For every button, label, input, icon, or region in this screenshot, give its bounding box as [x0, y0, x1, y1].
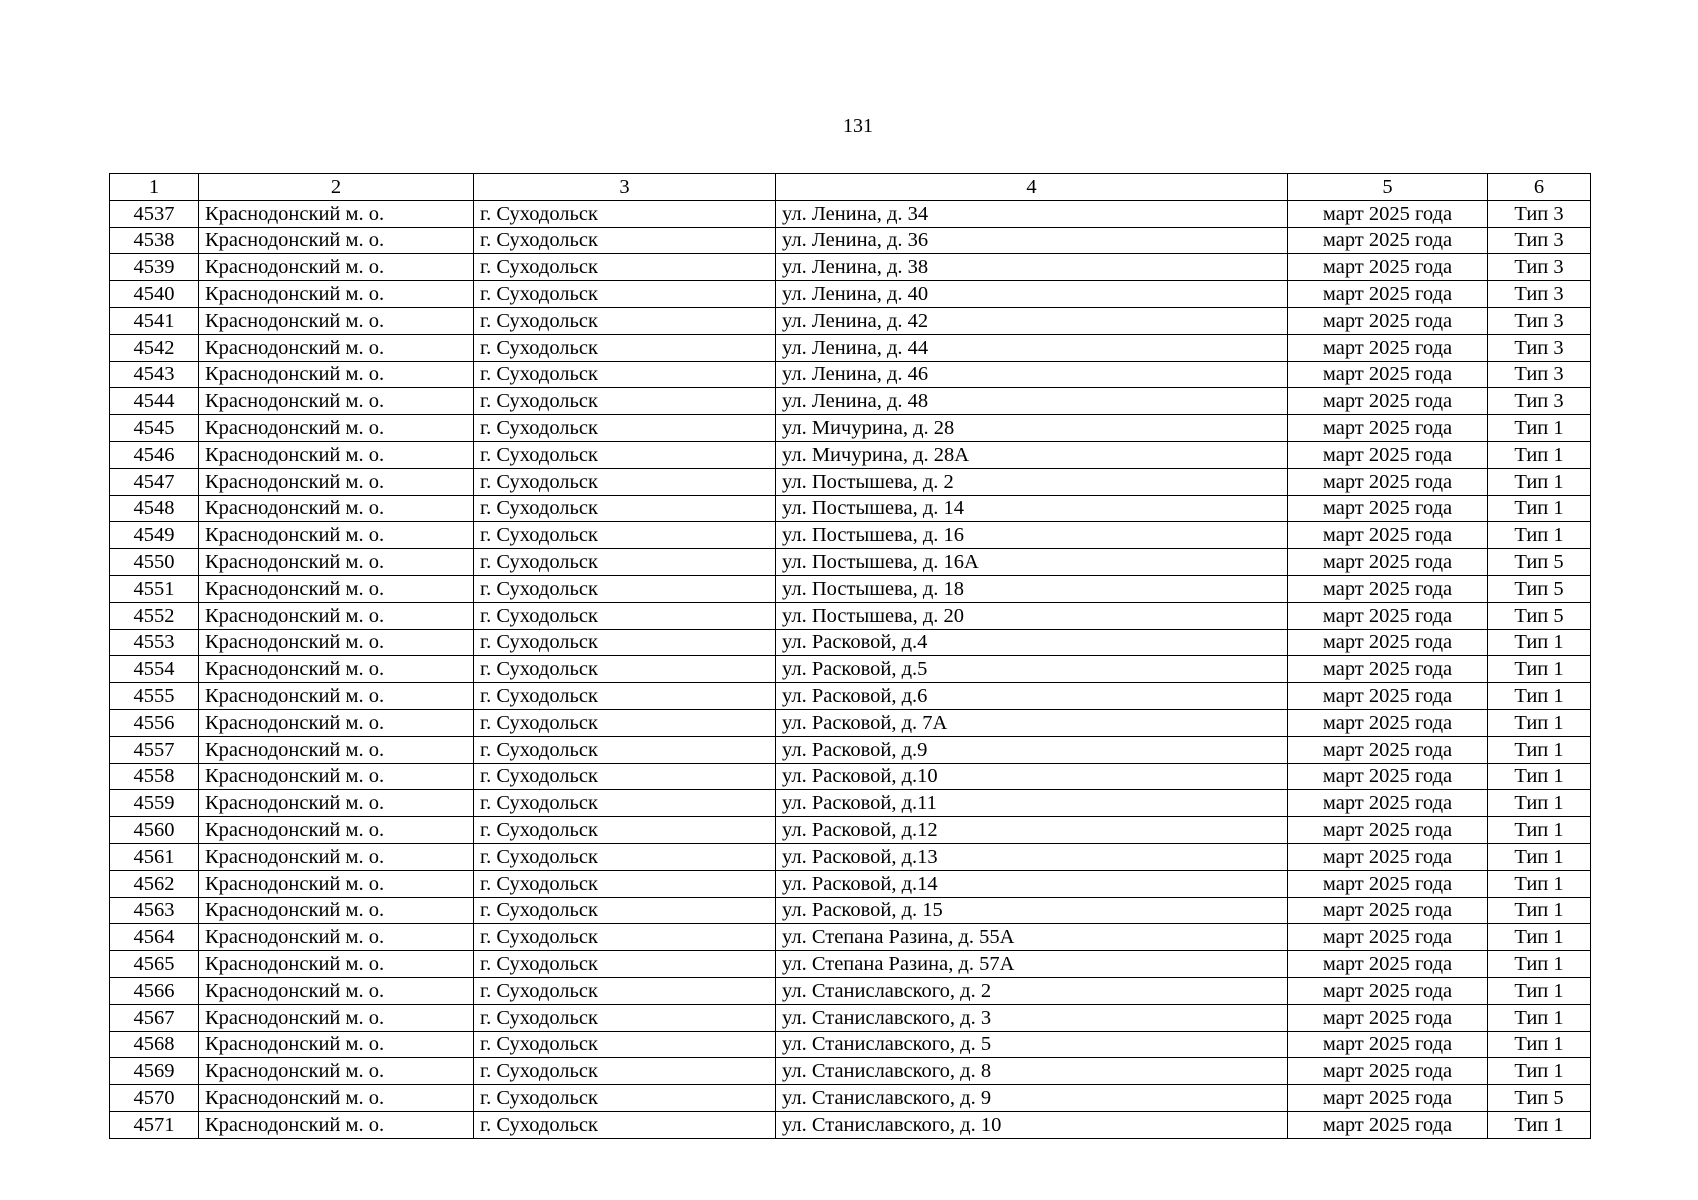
cell-type: Тип 1 [1488, 495, 1591, 522]
table-row [110, 951, 1591, 978]
table-row [110, 1004, 1591, 1031]
header-cell-1: 1 [110, 174, 199, 201]
table-row [110, 1058, 1591, 1085]
table-row [110, 629, 1591, 656]
cell-type: Тип 1 [1488, 441, 1591, 468]
cell-number: 4563 [110, 897, 199, 924]
cell-number: 4539 [110, 254, 199, 281]
table-row [110, 736, 1591, 763]
cell-number: 4554 [110, 656, 199, 683]
cell-date: март 2025 года [1288, 1058, 1488, 1085]
cell-type: Тип 1 [1488, 415, 1591, 442]
cell-address: ул. Постышева, д. 16 [776, 522, 1288, 549]
table-row [110, 200, 1591, 227]
cell-address: ул. Расковой, д.11 [776, 790, 1288, 817]
cell-date: март 2025 года [1288, 1004, 1488, 1031]
table-row [110, 441, 1591, 468]
cell-number: 4538 [110, 227, 199, 254]
cell-address: ул. Станиславского, д. 3 [776, 1004, 1288, 1031]
cell-date: март 2025 года [1288, 870, 1488, 897]
cell-date: март 2025 года [1288, 951, 1488, 978]
cell-type: Тип 1 [1488, 1031, 1591, 1058]
cell-city: г. Суходольск [474, 549, 776, 576]
cell-number: 4537 [110, 200, 199, 227]
cell-address: ул. Ленина, д. 36 [776, 227, 1288, 254]
cell-city: г. Суходольск [474, 843, 776, 870]
cell-district: Краснодонский м. о. [199, 468, 474, 495]
cell-address: ул. Расковой, д.4 [776, 629, 1288, 656]
cell-date: март 2025 года [1288, 522, 1488, 549]
cell-number: 4571 [110, 1111, 199, 1138]
table-row [110, 897, 1591, 924]
cell-district: Краснодонский м. о. [199, 307, 474, 334]
cell-address: ул. Станиславского, д. 8 [776, 1058, 1288, 1085]
cell-city: г. Суходольск [474, 1085, 776, 1112]
cell-number: 4545 [110, 415, 199, 442]
cell-city: г. Суходольск [474, 441, 776, 468]
cell-district: Краснодонский м. о. [199, 629, 474, 656]
cell-date: март 2025 года [1288, 200, 1488, 227]
cell-type: Тип 1 [1488, 1111, 1591, 1138]
cell-city: г. Суходольск [474, 281, 776, 308]
cell-type: Тип 1 [1488, 656, 1591, 683]
cell-address: ул. Постышева, д. 18 [776, 575, 1288, 602]
cell-city: г. Суходольск [474, 656, 776, 683]
cell-city: г. Суходольск [474, 870, 776, 897]
table-row [110, 522, 1591, 549]
cell-date: март 2025 года [1288, 441, 1488, 468]
cell-type: Тип 1 [1488, 1058, 1591, 1085]
cell-number: 4541 [110, 307, 199, 334]
cell-city: г. Суходольск [474, 415, 776, 442]
cell-type: Тип 1 [1488, 468, 1591, 495]
table-row [110, 790, 1591, 817]
table-row [110, 1085, 1591, 1112]
table-row [110, 468, 1591, 495]
cell-date: март 2025 года [1288, 415, 1488, 442]
table-body [110, 200, 1591, 1138]
cell-district: Краснодонский м. о. [199, 227, 474, 254]
table-row [110, 415, 1591, 442]
cell-number: 4553 [110, 629, 199, 656]
cell-address: ул. Станиславского, д. 5 [776, 1031, 1288, 1058]
cell-type: Тип 1 [1488, 522, 1591, 549]
cell-date: март 2025 года [1288, 227, 1488, 254]
cell-number: 4540 [110, 281, 199, 308]
cell-date: март 2025 года [1288, 924, 1488, 951]
cell-city: г. Суходольск [474, 361, 776, 388]
cell-district: Краснодонский м. о. [199, 415, 474, 442]
cell-address: ул. Станиславского, д. 2 [776, 977, 1288, 1004]
cell-district: Краснодонский м. о. [199, 656, 474, 683]
table-row [110, 1031, 1591, 1058]
cell-date: март 2025 года [1288, 817, 1488, 844]
cell-city: г. Суходольск [474, 1058, 776, 1085]
cell-number: 4552 [110, 602, 199, 629]
table-row [110, 281, 1591, 308]
cell-number: 4558 [110, 763, 199, 790]
cell-address: ул. Расковой, д.9 [776, 736, 1288, 763]
cell-address: ул. Ленина, д. 40 [776, 281, 1288, 308]
cell-date: март 2025 года [1288, 495, 1488, 522]
cell-date: март 2025 года [1288, 790, 1488, 817]
cell-type: Тип 3 [1488, 388, 1591, 415]
cell-type: Тип 3 [1488, 200, 1591, 227]
table-row [110, 1111, 1591, 1138]
cell-city: г. Суходольск [474, 1031, 776, 1058]
cell-city: г. Суходольск [474, 495, 776, 522]
cell-address: ул. Постышева, д. 2 [776, 468, 1288, 495]
cell-address: ул. Мичурина, д. 28А [776, 441, 1288, 468]
cell-district: Краснодонский м. о. [199, 763, 474, 790]
cell-address: ул. Мичурина, д. 28 [776, 415, 1288, 442]
cell-type: Тип 1 [1488, 817, 1591, 844]
cell-district: Краснодонский м. о. [199, 549, 474, 576]
cell-number: 4550 [110, 549, 199, 576]
cell-type: Тип 1 [1488, 683, 1591, 710]
cell-type: Тип 1 [1488, 843, 1591, 870]
cell-city: г. Суходольск [474, 683, 776, 710]
cell-date: март 2025 года [1288, 1085, 1488, 1112]
cell-number: 4562 [110, 870, 199, 897]
table-row [110, 361, 1591, 388]
cell-address: ул. Ленина, д. 34 [776, 200, 1288, 227]
cell-address: ул. Расковой, д.12 [776, 817, 1288, 844]
table-row [110, 254, 1591, 281]
cell-city: г. Суходольск [474, 951, 776, 978]
cell-city: г. Суходольск [474, 977, 776, 1004]
cell-type: Тип 3 [1488, 334, 1591, 361]
header-cell-3: 3 [474, 174, 776, 201]
cell-district: Краснодонский м. о. [199, 388, 474, 415]
cell-city: г. Суходольск [474, 307, 776, 334]
cell-city: г. Суходольск [474, 629, 776, 656]
cell-number: 4546 [110, 441, 199, 468]
cell-number: 4549 [110, 522, 199, 549]
table-row [110, 709, 1591, 736]
cell-district: Краснодонский м. о. [199, 870, 474, 897]
cell-city: г. Суходольск [474, 736, 776, 763]
page-number: 131 [843, 115, 873, 137]
cell-date: март 2025 года [1288, 602, 1488, 629]
table-row [110, 683, 1591, 710]
cell-number: 4542 [110, 334, 199, 361]
cell-district: Краснодонский м. о. [199, 683, 474, 710]
cell-date: март 2025 года [1288, 763, 1488, 790]
cell-type: Тип 1 [1488, 790, 1591, 817]
cell-address: ул. Ленина, д. 48 [776, 388, 1288, 415]
cell-type: Тип 1 [1488, 736, 1591, 763]
cell-number: 4556 [110, 709, 199, 736]
table-row [110, 817, 1591, 844]
cell-district: Краснодонский м. о. [199, 843, 474, 870]
table-row [110, 763, 1591, 790]
cell-number: 4544 [110, 388, 199, 415]
table-row [110, 924, 1591, 951]
cell-number: 4543 [110, 361, 199, 388]
cell-district: Краснодонский м. о. [199, 977, 474, 1004]
cell-address: ул. Расковой, д.5 [776, 656, 1288, 683]
cell-type: Тип 1 [1488, 977, 1591, 1004]
cell-address: ул. Ленина, д. 46 [776, 361, 1288, 388]
cell-address: ул. Степана Разина, д. 55А [776, 924, 1288, 951]
register-table [109, 173, 1591, 1139]
cell-district: Краснодонский м. о. [199, 1058, 474, 1085]
table-row [110, 307, 1591, 334]
cell-date: март 2025 года [1288, 1111, 1488, 1138]
cell-city: г. Суходольск [474, 200, 776, 227]
cell-date: март 2025 года [1288, 334, 1488, 361]
cell-district: Краснодонский м. о. [199, 575, 474, 602]
cell-city: г. Суходольск [474, 817, 776, 844]
cell-type: Тип 1 [1488, 709, 1591, 736]
cell-date: март 2025 года [1288, 977, 1488, 1004]
cell-date: март 2025 года [1288, 683, 1488, 710]
cell-district: Краснодонский м. о. [199, 1004, 474, 1031]
cell-city: г. Суходольск [474, 790, 776, 817]
cell-type: Тип 1 [1488, 763, 1591, 790]
cell-city: г. Суходольск [474, 1004, 776, 1031]
cell-number: 4548 [110, 495, 199, 522]
cell-district: Краснодонский м. о. [199, 254, 474, 281]
cell-type: Тип 1 [1488, 897, 1591, 924]
cell-type: Тип 3 [1488, 307, 1591, 334]
cell-number: 4551 [110, 575, 199, 602]
cell-district: Краснодонский м. о. [199, 1111, 474, 1138]
cell-number: 4559 [110, 790, 199, 817]
cell-district: Краснодонский м. о. [199, 200, 474, 227]
table-header [110, 174, 1591, 201]
cell-address: ул. Станиславского, д. 10 [776, 1111, 1288, 1138]
cell-address: ул. Ленина, д. 38 [776, 254, 1288, 281]
cell-date: март 2025 года [1288, 468, 1488, 495]
cell-date: март 2025 года [1288, 307, 1488, 334]
cell-date: март 2025 года [1288, 843, 1488, 870]
cell-date: март 2025 года [1288, 575, 1488, 602]
cell-number: 4570 [110, 1085, 199, 1112]
cell-city: г. Суходольск [474, 602, 776, 629]
cell-city: г. Суходольск [474, 522, 776, 549]
table-row [110, 656, 1591, 683]
table-row [110, 227, 1591, 254]
cell-date: март 2025 года [1288, 709, 1488, 736]
cell-date: март 2025 года [1288, 656, 1488, 683]
header-cell-2: 2 [199, 174, 474, 201]
cell-date: март 2025 года [1288, 361, 1488, 388]
cell-number: 4547 [110, 468, 199, 495]
cell-type: Тип 3 [1488, 254, 1591, 281]
cell-address: ул. Расковой, д. 7А [776, 709, 1288, 736]
cell-address: ул. Расковой, д.10 [776, 763, 1288, 790]
cell-address: ул. Постышева, д. 14 [776, 495, 1288, 522]
cell-type: Тип 5 [1488, 549, 1591, 576]
cell-date: март 2025 года [1288, 388, 1488, 415]
cell-address: ул. Постышева, д. 20 [776, 602, 1288, 629]
cell-number: 4557 [110, 736, 199, 763]
cell-district: Краснодонский м. о. [199, 817, 474, 844]
cell-district: Краснодонский м. о. [199, 924, 474, 951]
cell-number: 4566 [110, 977, 199, 1004]
cell-address: ул. Расковой, д. 15 [776, 897, 1288, 924]
cell-address: ул. Постышева, д. 16А [776, 549, 1288, 576]
table-row [110, 870, 1591, 897]
header-cell-5: 5 [1288, 174, 1488, 201]
cell-type: Тип 3 [1488, 227, 1591, 254]
table-row [110, 495, 1591, 522]
cell-date: март 2025 года [1288, 254, 1488, 281]
cell-district: Краснодонский м. о. [199, 361, 474, 388]
cell-address: ул. Степана Разина, д. 57А [776, 951, 1288, 978]
cell-type: Тип 1 [1488, 951, 1591, 978]
cell-district: Краснодонский м. о. [199, 790, 474, 817]
cell-city: г. Суходольск [474, 388, 776, 415]
cell-number: 4560 [110, 817, 199, 844]
cell-type: Тип 5 [1488, 1085, 1591, 1112]
cell-date: март 2025 года [1288, 281, 1488, 308]
cell-city: г. Суходольск [474, 1111, 776, 1138]
cell-city: г. Суходольск [474, 468, 776, 495]
cell-city: г. Суходольск [474, 709, 776, 736]
table-row [110, 602, 1591, 629]
cell-type: Тип 3 [1488, 281, 1591, 308]
table-row [110, 977, 1591, 1004]
table-row [110, 575, 1591, 602]
cell-city: г. Суходольск [474, 924, 776, 951]
cell-district: Краснодонский м. о. [199, 602, 474, 629]
cell-district: Краснодонский м. о. [199, 951, 474, 978]
cell-number: 4569 [110, 1058, 199, 1085]
cell-district: Краснодонский м. о. [199, 281, 474, 308]
cell-city: г. Суходольск [474, 334, 776, 361]
header-row [110, 174, 1591, 201]
cell-address: ул. Ленина, д. 42 [776, 307, 1288, 334]
cell-number: 4561 [110, 843, 199, 870]
cell-type: Тип 1 [1488, 629, 1591, 656]
cell-district: Краснодонский м. о. [199, 897, 474, 924]
cell-district: Краснодонский м. о. [199, 709, 474, 736]
cell-city: г. Суходольск [474, 254, 776, 281]
cell-type: Тип 1 [1488, 1004, 1591, 1031]
cell-date: март 2025 года [1288, 1031, 1488, 1058]
table-row [110, 334, 1591, 361]
cell-district: Краснодонский м. о. [199, 736, 474, 763]
cell-address: ул. Расковой, д.13 [776, 843, 1288, 870]
cell-number: 4564 [110, 924, 199, 951]
cell-district: Краснодонский м. о. [199, 495, 474, 522]
table-row [110, 388, 1591, 415]
cell-number: 4568 [110, 1031, 199, 1058]
cell-district: Краснодонский м. о. [199, 441, 474, 468]
header-cell-6: 6 [1488, 174, 1591, 201]
cell-address: ул. Расковой, д.6 [776, 683, 1288, 710]
cell-number: 4567 [110, 1004, 199, 1031]
cell-address: ул. Станиславского, д. 9 [776, 1085, 1288, 1112]
cell-date: март 2025 года [1288, 549, 1488, 576]
cell-date: март 2025 года [1288, 629, 1488, 656]
cell-district: Краснодонский м. о. [199, 522, 474, 549]
cell-type: Тип 1 [1488, 870, 1591, 897]
cell-district: Краснодонский м. о. [199, 1085, 474, 1112]
cell-type: Тип 5 [1488, 602, 1591, 629]
cell-city: г. Суходольск [474, 575, 776, 602]
table-row [110, 843, 1591, 870]
cell-number: 4565 [110, 951, 199, 978]
table-row [110, 549, 1591, 576]
cell-city: г. Суходольск [474, 227, 776, 254]
cell-type: Тип 5 [1488, 575, 1591, 602]
header-cell-4: 4 [776, 174, 1288, 201]
cell-date: март 2025 года [1288, 736, 1488, 763]
cell-type: Тип 3 [1488, 361, 1591, 388]
cell-city: г. Суходольск [474, 763, 776, 790]
cell-address: ул. Расковой, д.14 [776, 870, 1288, 897]
cell-type: Тип 1 [1488, 924, 1591, 951]
cell-district: Краснодонский м. о. [199, 334, 474, 361]
cell-address: ул. Ленина, д. 44 [776, 334, 1288, 361]
cell-city: г. Суходольск [474, 897, 776, 924]
cell-number: 4555 [110, 683, 199, 710]
cell-district: Краснодонский м. о. [199, 1031, 474, 1058]
cell-date: март 2025 года [1288, 897, 1488, 924]
